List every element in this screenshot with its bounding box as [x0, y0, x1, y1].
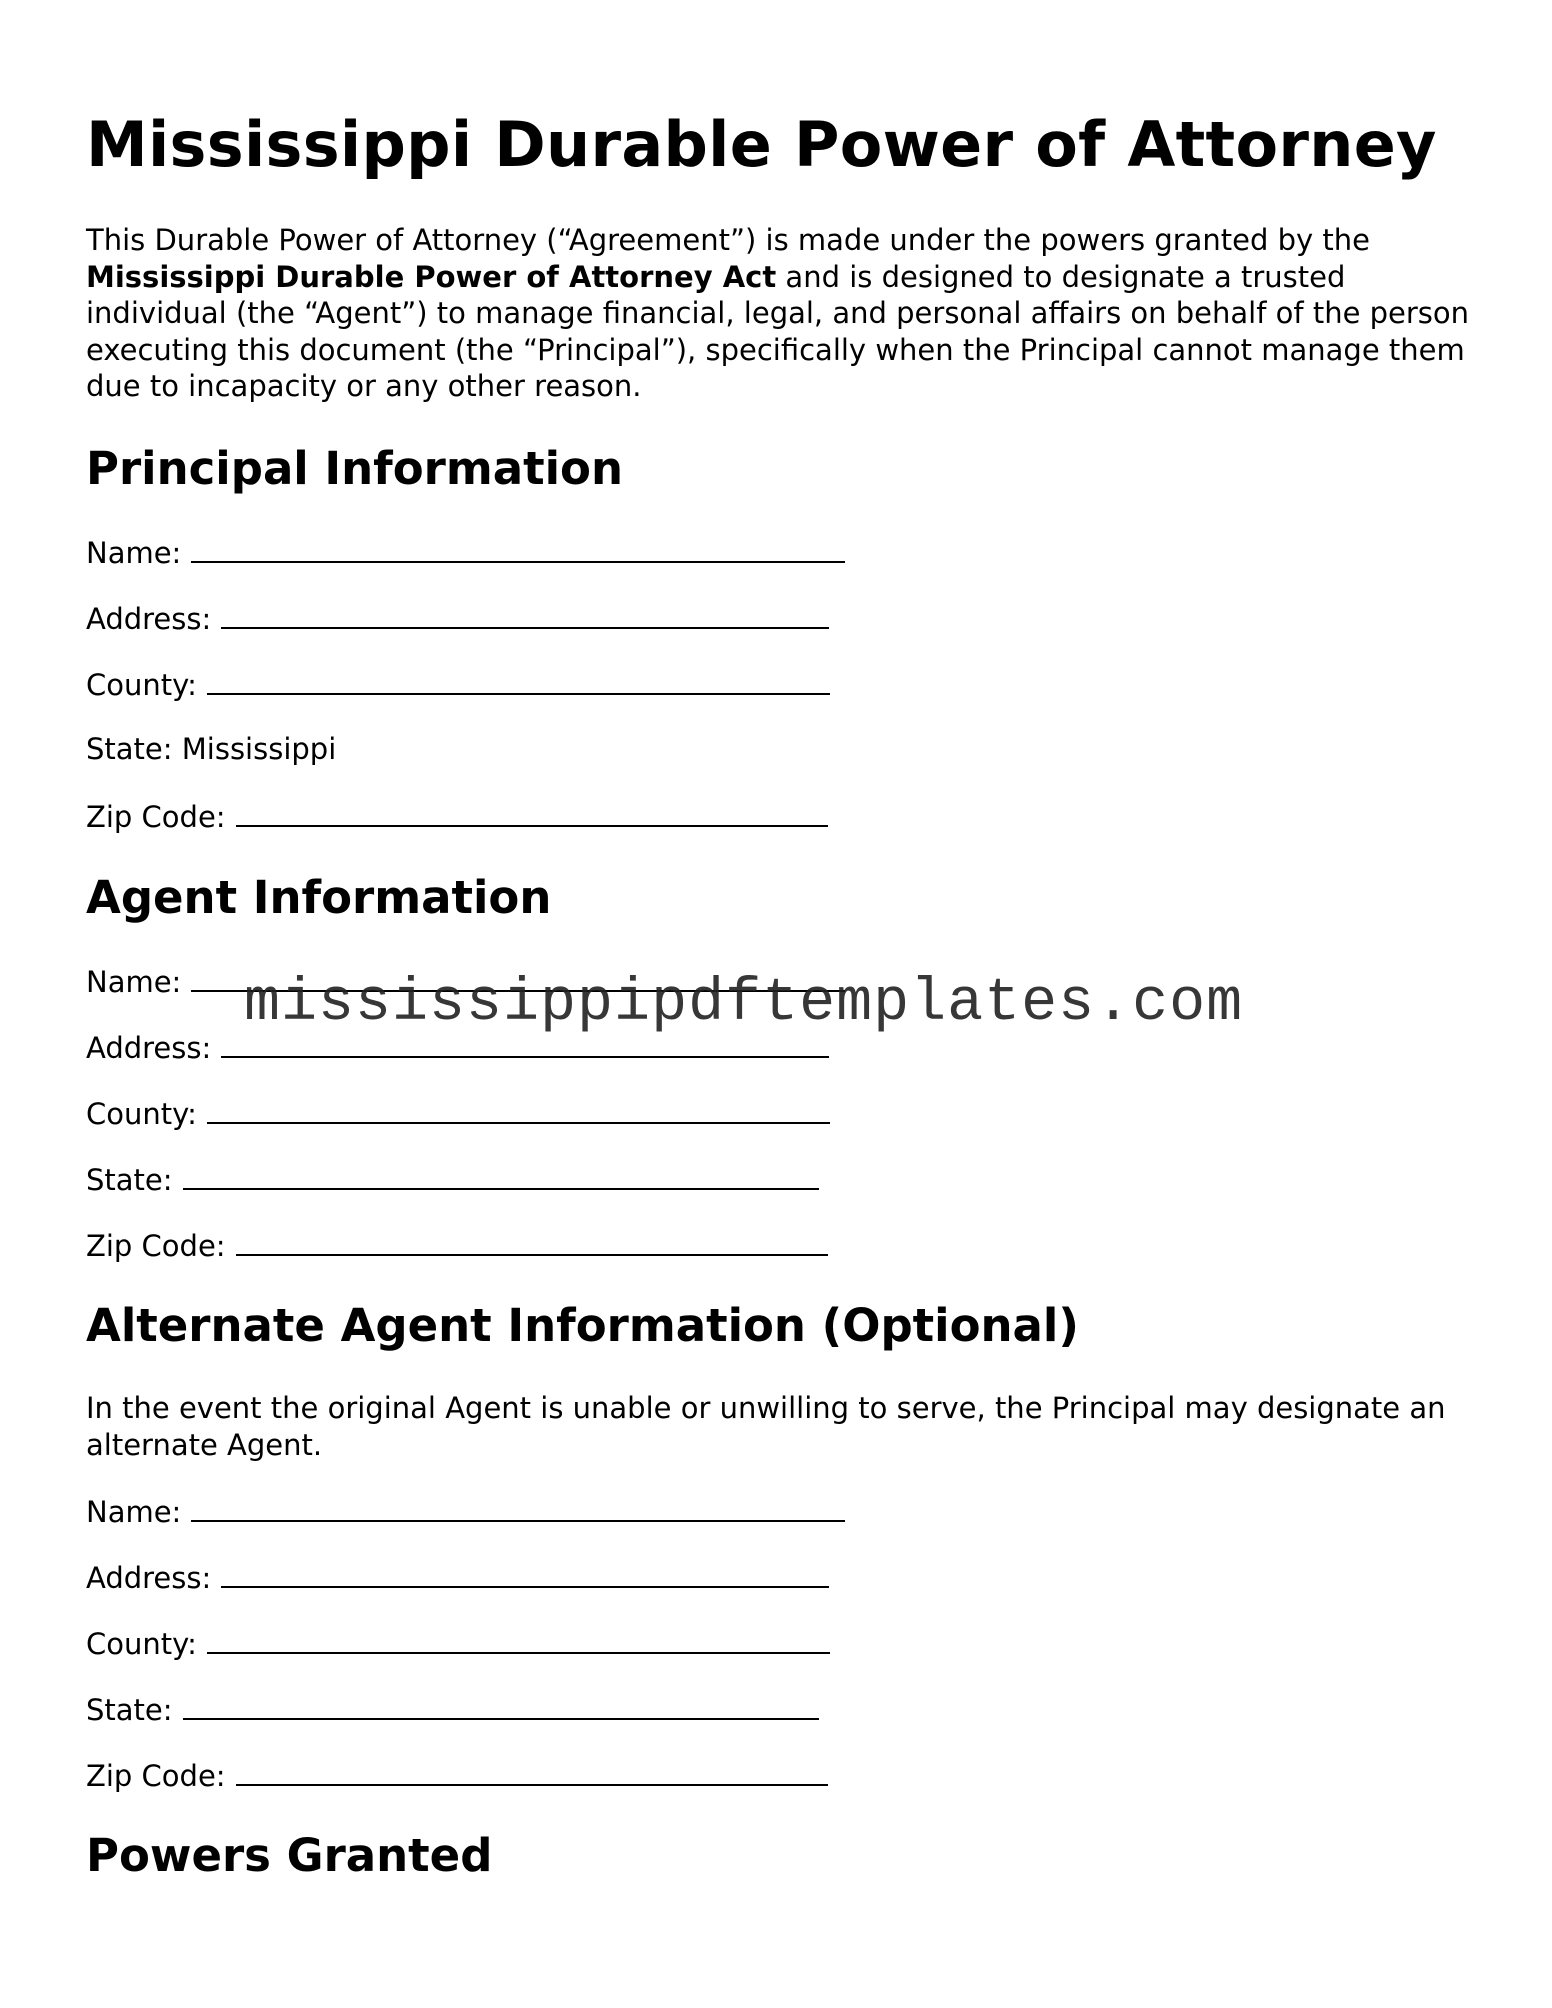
agent-zip-label: Zip Code:: [86, 1229, 226, 1263]
agent-address-label: Address:: [86, 1031, 212, 1065]
intro-paragraph: [86, 222, 1486, 405]
agent-state-blank[interactable]: [183, 1160, 819, 1190]
alternate-county-blank[interactable]: [207, 1624, 830, 1654]
alternate-name-blank[interactable]: [191, 1492, 845, 1522]
principal-name-field: [86, 533, 845, 571]
alternate-zip-field: [86, 1756, 828, 1794]
principal-state-value: Mississippi: [181, 732, 337, 766]
agent-county-label: County:: [86, 1097, 197, 1131]
alternate-state-blank[interactable]: [183, 1690, 819, 1720]
watermark: mississippipdftemplates.com: [244, 970, 1244, 1038]
principal-name-blank[interactable]: [191, 533, 845, 563]
alternate-state-label: State:: [86, 1693, 173, 1727]
principal-county-blank[interactable]: [207, 665, 830, 695]
principal-heading: Principal Information: [86, 442, 624, 495]
principal-address-label: Address:: [86, 602, 212, 636]
alternate-agent-heading: Alternate Agent Information (Optional): [86, 1299, 1079, 1352]
powers-heading: Powers Granted: [86, 1829, 493, 1882]
principal-county-label: County:: [86, 668, 197, 702]
act-name: Mississippi Durable Power of Attorney Act: [86, 259, 777, 294]
agent-zip-field: [86, 1226, 828, 1264]
principal-name-label: Name:: [86, 536, 182, 570]
agent-state-label: State:: [86, 1163, 173, 1197]
agent-county-blank[interactable]: [207, 1094, 830, 1124]
alternate-county-field: [86, 1624, 830, 1662]
principal-zip-label: Zip Code:: [86, 800, 226, 834]
principal-state-label: State:: [86, 732, 173, 766]
alternate-zip-label: Zip Code:: [86, 1759, 226, 1793]
document-title: Mississippi Durable Power of Attorney: [86, 108, 1437, 181]
agent-name-label: Name:: [86, 965, 182, 999]
alternate-county-label: County:: [86, 1627, 197, 1661]
alternate-address-field: [86, 1558, 829, 1596]
principal-county-field: [86, 665, 830, 703]
alternate-address-blank[interactable]: [221, 1558, 829, 1588]
principal-zip-field: [86, 797, 828, 835]
principal-address-blank[interactable]: [221, 599, 829, 629]
principal-zip-blank[interactable]: [236, 797, 828, 827]
alternate-name-label: Name:: [86, 1495, 182, 1529]
alternate-name-field: [86, 1492, 845, 1530]
alternate-state-field: [86, 1690, 819, 1728]
principal-address-field: [86, 599, 829, 637]
agent-heading: Agent Information: [86, 871, 552, 924]
principal-state-field: [86, 731, 336, 767]
alternate-agent-description: In the event the original Agent is unable or unwilling to serve, the Principal may designate an alternate Agent.: [86, 1391, 1446, 1462]
agent-state-field: [86, 1160, 819, 1198]
alternate-address-label: Address:: [86, 1561, 212, 1595]
alternate-zip-blank[interactable]: [236, 1756, 828, 1786]
intro-text-start: This Durable Power of Attorney (“Agreement”) is made under the powers granted by the: [86, 223, 1371, 257]
agent-zip-blank[interactable]: [236, 1226, 828, 1256]
agent-county-field: [86, 1094, 830, 1132]
intro-text-end: and is designed to designate a trusted individual (the “Agent”) to manage financial, legal, and personal affairs on behalf of the person executing this document (the “Principal”), specifically when the Principal cannot manage them due to incapacity or any other reason.: [86, 259, 1470, 403]
